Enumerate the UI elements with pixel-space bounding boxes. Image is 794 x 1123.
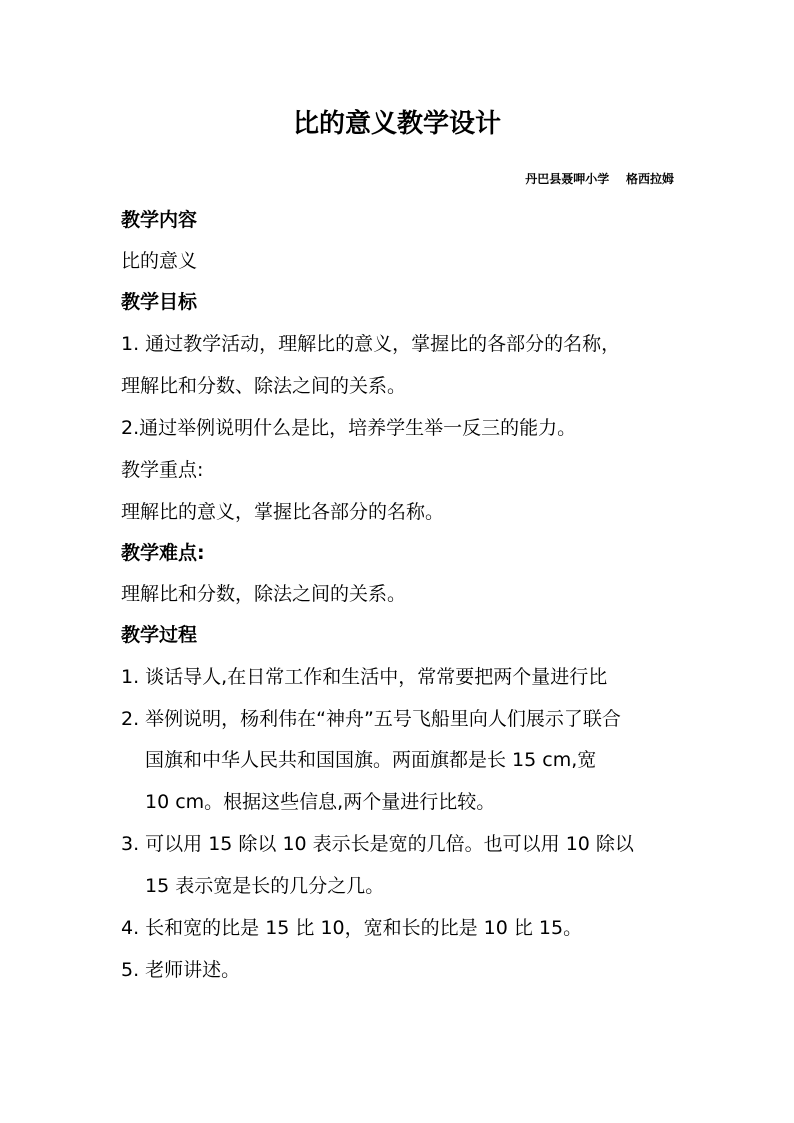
content-heading: 教学内容 [121, 209, 198, 231]
goal-2: 2.通过举例说明什么是比，培养学生举一反三的能力。 [121, 417, 577, 439]
key-text: 理解比的意义，掌握比各部分的名称。 [121, 501, 445, 523]
document-title: 比的意义教学设计 [292, 109, 501, 139]
difficulty-text: 理解比和分数，除法之间的关系。 [121, 583, 407, 605]
process-heading: 教学过程 [121, 624, 198, 646]
goals-heading: 教学目标 [121, 291, 198, 313]
step-5: 5. 老师讲述。 [121, 959, 241, 981]
content-text: 比的意义 [121, 250, 198, 272]
step-2-line-3: 10 cm。根据这些信息,两个量进行比较。 [145, 791, 496, 813]
goal-1-line-1: 1. 通过教学活动，理解比的意义，掌握比的各部分的名称， [121, 333, 621, 355]
step-4: 4. 长和宽的比是 15 比 10，宽和长的比是 10 比 15。 [121, 917, 583, 939]
step-3-line-1: 3. 可以用 15 除以 10 表示长是宽的几倍。也可以用 10 除以 [121, 833, 634, 855]
step-3-line-2: 15 表示宽是长的几分之几。 [145, 875, 385, 897]
goal-1-line-2: 理解比和分数、除法之间的关系。 [121, 375, 407, 397]
step-2-line-1: 2. 举例说明，杨利伟在“神舟”五号飞船里向人们展示了联合 [121, 708, 621, 730]
key-heading: 教学重点: [121, 459, 204, 481]
author-line: 丹巴县聂呷小学 格西拉姆 [525, 172, 674, 186]
step-2-line-2: 国旗和中华人民共和国国旗。两面旗都是长 15 cm,宽 [145, 749, 597, 771]
step-1: 1. 谈话导人,在日常工作和生活中，常常要把两个量进行比 [121, 666, 608, 688]
difficulty-heading: 教学难点: [121, 542, 205, 564]
